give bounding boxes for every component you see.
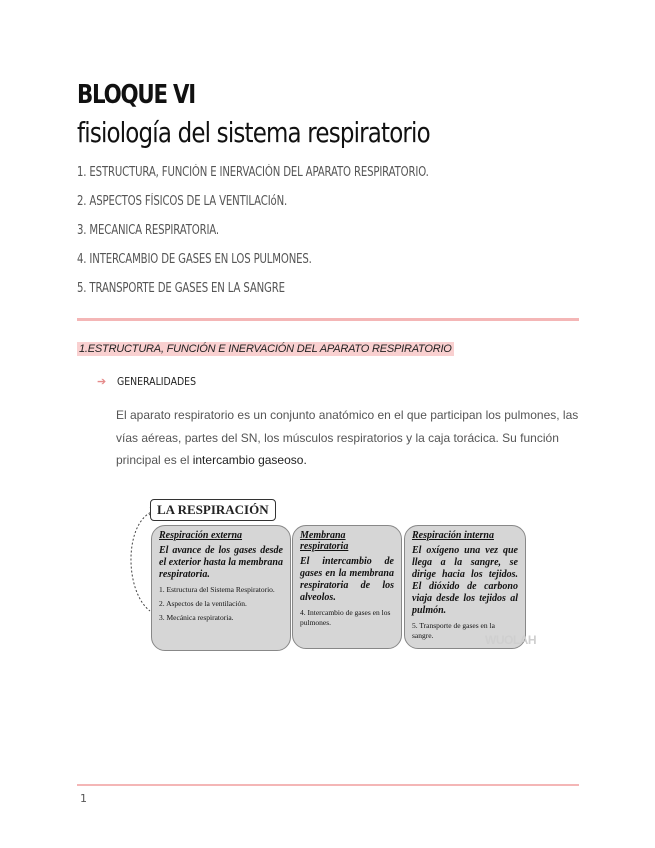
block-title: BLOQUE VI <box>77 80 195 110</box>
external-item-3: 3. Mecánica respiratoria. <box>159 613 234 622</box>
internal-body: El oxígeno una vez que llega a la sangre, se dirige hacia los tejidos. El dióxido de carbono viaja desde los tejidos al pulmón. <box>412 545 518 616</box>
external-body: El avance de los gases desde el exterior hasta la membrana respiratoria. <box>159 545 283 580</box>
watermark-logo: WUOLAH <box>485 633 536 647</box>
page-subtitle: fisiología del sistema respiratorio <box>77 116 430 149</box>
internal-item-1: 5. Transporte de gases en la sangre. <box>412 621 495 640</box>
membrane-body: El intercambio de gases en la membrana respiratoria de los alveolos. <box>300 556 394 603</box>
toc-item-5: 5. TRANSPORTE DE GASES EN LA SANGRE <box>77 281 285 296</box>
page-number: 1 <box>80 792 87 805</box>
bubble-membrane <box>292 525 402 649</box>
arrow-right-icon: ➔ <box>97 376 107 388</box>
divider-footer <box>77 784 579 786</box>
table-of-contents <box>77 164 528 309</box>
bullet-generalidades <box>97 375 210 388</box>
external-item-1: 1. Estructura del Sistema Respiratorio. <box>159 585 275 594</box>
bubble-internal <box>404 525 526 649</box>
bubble-external <box>151 525 291 651</box>
toc-item-3: 3. MECANICA RESPIRATORIA. <box>77 223 219 238</box>
external-item-2: 2. Aspectos de la ventilación. <box>159 599 247 608</box>
section-heading: 1.ESTRUCTURA, FUNCIÓN E INERVACIÓN DEL APARATO RESPIRATORIO <box>79 343 452 355</box>
internal-heading: Respiración interna <box>412 530 494 541</box>
toc-item-1: 1. ESTRUCTURA, FUNCIÓN E INERVACIÓN DEL APARATO RESPIRATORIO. <box>77 165 429 180</box>
membrane-heading: Membrana respiratoria <box>300 530 349 552</box>
bullet-label: GENERALIDADES <box>117 375 197 388</box>
external-heading: Respiración externa <box>159 530 243 541</box>
divider-top <box>77 318 579 321</box>
paragraph-text: El aparato respiratorio es un conjunto anatómico en el que participan los pulmones, las vías aéreas, partes del SN, los músculos respiratorios y la caja torácica. Su función principal es el <box>116 408 579 467</box>
paragraph-emphasis: intercambio gaseoso. <box>192 453 307 467</box>
respiration-figure <box>120 495 540 655</box>
toc-item-4: 4. INTERCAMBIO DE GASES EN LOS PULMONES. <box>77 252 312 267</box>
toc-item-2: 2. ASPECTOS FÍSICOS DE LA VENTILACIóN. <box>77 194 288 209</box>
membrane-item-1: 4. Intercambio de gases en los pulmones. <box>300 608 391 627</box>
body-paragraph <box>116 404 582 472</box>
figure-title: LA RESPIRACIÓN <box>150 499 276 521</box>
